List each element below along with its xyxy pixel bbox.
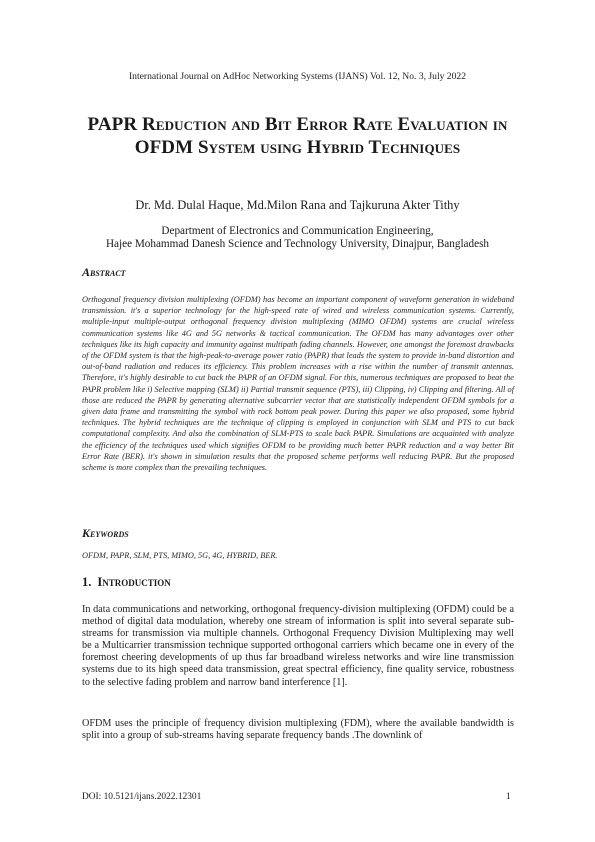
doi: DOI: 10.5121/ijans.2022.12301 [82, 792, 202, 802]
page-number: 1 [506, 792, 511, 802]
running-head: International Journal on AdHoc Networking Systems (IJANS) Vol. 12, No. 3, July 2022 [128, 71, 466, 82]
keywords-text: OFDM, PAPR, SLM, PTS, MIMO, 5G, 4G, HYBRID, BER. [82, 551, 278, 560]
authors: Dr. Md. Dulal Haque, Md.Milon Rana and Tajkuruna Akter Tithy [135, 198, 460, 212]
abstract-heading: Abstract [82, 265, 126, 279]
intro-paragraph-2: OFDM uses the principle of frequency division multiplexing (FDM), where the available bandwidth is split into a group of sub-streams having separate frequency bands .The downlink of [82, 718, 514, 742]
affiliation [30, 225, 565, 251]
section-title: Introduction [97, 575, 171, 589]
abstract-text: Orthogonal frequency division multiplexing (OFDM) has become an important component of waveform generation in wideband transmission. it's a superior technology for the high-speed rate of wired and wireless communication systems. Currently, multiple-input multiple-output orthogonal frequency division multiplexing (MIMO OFDM) systems are crucial wireless communication systems like 4G and 5G networks & tactical communication. The OFDM has many advantages over other techniques like its high capacity and immunity against multipath fading channels. However, one amongst the foremost drawbacks of the OFDM system is that the high-peak-to-average power ratio (PAPR) that leads the system to provide in-band distortion and out-of-band radiation and reduces its efficiency. This problem increases with a rise within the number of transmit antennas. Therefore, it's highly desirable to cut back the PAPR of an OFDM signal. For this, numerous techniques are proposed to beat the PAPR problem like i) Selective mapping (SLM) ii) Partial transmit sequence (PTS), iii) Clipping, iv) Clipping and filtering. All of those are reduced the PAPR by generating alternative subcarrier vector that are statistically independent OFDM symbols for a given data frame and transmitting the symbol with rock bottom peak power. During this paper we also proposed, some hybrid techniques. The hybrid techniques are the technique of clipping is employed in conjunction with SLM and PTS to cut back computational complexity. And also the combination of SLM-PTS to scale back PAPR. Simulations are acquainted with analyze the efficiency of the techniques used which signifies OFDM to be providing much better PAPR reduction and a way better Bit Error Rate (BER). it's shown in simulation results that the proposed scheme performs well reducing PAPR. But the proposed scheme is more complex than the prevailing techniques. [82, 295, 514, 473]
paper-title: PAPR Reduction and Bit Error Rate Evaluation in OFDM System using Hybrid Techniques [87, 114, 508, 158]
section-heading-introduction [82, 575, 171, 590]
affiliation-line-2: Hajee Mohammad Danesh Science and Technology University, Dinajpur, Bangladesh [105, 238, 490, 250]
affiliation-line-1: Department of Electronics and Communication Engineering, [161, 225, 434, 237]
section-number: 1. [82, 575, 92, 589]
keywords-heading: Keywords [82, 526, 129, 540]
intro-paragraph-1: In data communications and networking, orthogonal frequency-division multiplexing (OFDM) could be a method of digital data modulation, whereby one stream of information is split into several separate sub-streams for transmission via multiple channels. Orthogonal Frequency Division Multiplexing may well be a Multicarrier transmission technique supported orthogonal carriers which became one in every of the foremost cheering developments of up thus far broadband wireless networks and wire line transmission systems due to its high speed data transmission, great spectral efficiency, fine quality service, robustness to the selective fading problem and narrow band interference [1]. [82, 604, 514, 688]
